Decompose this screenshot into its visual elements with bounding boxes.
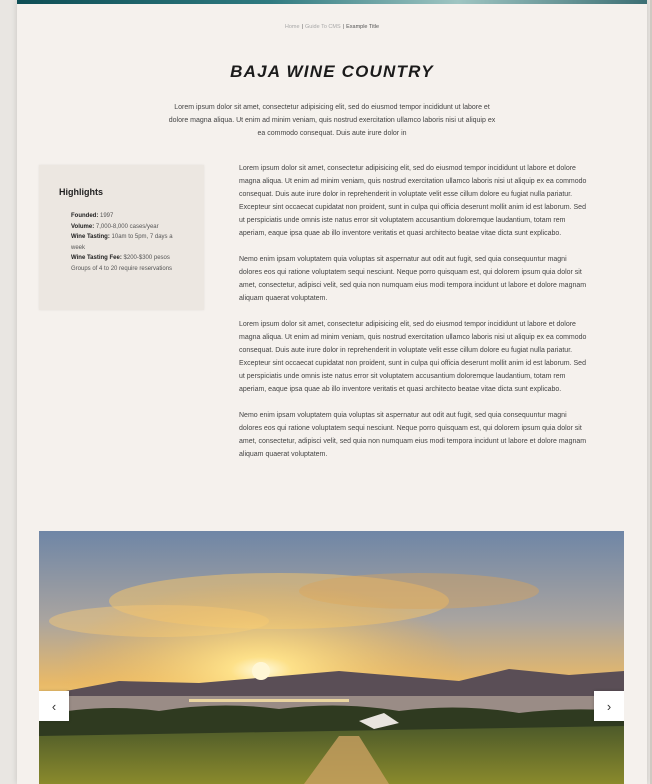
page-container	[17, 0, 647, 784]
chevron-right-icon: ›	[606, 698, 612, 714]
highlights-list	[71, 211, 183, 274]
body-paragraph: Nemo enim ipsam voluptatem quia voluptas sit aspernatur aut odit aut fugit, sed quia consequuntur magni dolores eos qui ratione voluptatem sequi nesciunt. Neque porro quisquam est, qui dolorem ipsum quia dolor sit amet, consectetur, adipisci velit, sed quia non numquam eius modi tempora incidunt ut labore et dolore magnam aliquam quaerat voluptatem.	[239, 412, 587, 458]
chevron-left-icon: ‹	[51, 698, 57, 714]
highlight-value: 10am to 5pm, 7 days a week	[71, 234, 173, 251]
highlight-label: Wine Tasting Fee:	[71, 255, 122, 261]
highlights-box	[39, 165, 204, 310]
highlight-value: 7,000-8,000 cases/year	[95, 223, 159, 230]
slider-prev-button[interactable]	[39, 691, 69, 721]
highlight-label: Wine Tasting:	[71, 234, 110, 240]
breadcrumb-separator: |	[301, 24, 303, 30]
highlight-label: Volume:	[71, 223, 95, 230]
highlight-value: 1997	[100, 213, 114, 219]
page-title: BAJA WINE COUNTRY	[230, 62, 434, 81]
top-hero-image	[17, 0, 647, 4]
image-slider[interactable]	[39, 531, 624, 784]
highlight-item-wine-tasting	[71, 232, 183, 253]
intro-paragraph: Lorem ipsum dolor sit amet, consectetur adipisicing elit, sed do eiusmod tempor incididunt ut labore et dolore magna aliqua. Ut enim ad minim veniam, quis nostrud exercitation ullamco laboris nisi ut aliquip ex ea commodo consequat. Duis aute irure dolor in	[168, 104, 496, 137]
highlight-item-tasting-fee	[71, 253, 183, 274]
breadcrumb-current: Example Title	[346, 24, 380, 30]
highlights-heading: Highlights	[59, 187, 103, 197]
breadcrumb-guide-link[interactable]: Guide To CMS	[304, 24, 341, 30]
body-paragraph: Lorem ipsum dolor sit amet, consectetur adipisicing elit, sed do eiusmod tempor incididunt ut labore et dolore magna aliqua. Ut enim ad minim veniam, quis nostrud exercitation ullamco laboris nisi ut aliquip ex ea commodo consequat. Duis aute irure dolor in reprehenderit in voluptate velit esse cillum dolore eu fugiat nulla pariatur. Excepteur sint occaecat cupidatat non proident, sunt in culpa qui officia deserunt mollit anim id est laborum. Sed ut perspiciatis unde omnis iste natus error sit voluptatem accusantium doloremque laudantium, totam rem aperiam, eaque ipsa quae ab illo inventore veritatis et quasi architecto beatae vitae dicta sunt explicabo.	[239, 165, 587, 237]
vineyard-sunset-image	[39, 531, 624, 784]
highlight-label: Founded:	[71, 213, 99, 219]
highlight-item-volume	[71, 222, 183, 233]
breadcrumb-home-link[interactable]: Home	[284, 24, 300, 30]
breadcrumb	[17, 24, 647, 30]
slider-next-button[interactable]	[594, 691, 624, 721]
highlight-item-founded	[71, 211, 183, 222]
breadcrumb-separator: |	[342, 24, 345, 30]
body-paragraph: Lorem ipsum dolor sit amet, consectetur adipisicing elit, sed do eiusmod tempor incididunt ut labore et dolore magna aliqua. Ut enim ad minim veniam, quis nostrud exercitation ullamco laboris nisi ut aliquip ex ea commodo consequat. Duis aute irure dolor in reprehenderit in voluptate velit esse cillum dolore eu fugiat nulla pariatur. Excepteur sint occaecat cupidatat non proident, sunt in culpa qui officia deserunt mollit anim id est laborum. Sed ut perspiciatis unde omnis iste natus error sit voluptatem accusantium doloremque laudantium, totam rem aperiam, eaque ipsa quae ab illo inventore veritatis et quasi architecto beatae vitae dicta sunt explicabo.	[239, 321, 587, 393]
highlight-value: $200-$300 pesos Groups of 4 to 20 require reservations	[71, 255, 173, 272]
article-body	[239, 162, 591, 474]
body-paragraph: Nemo enim ipsam voluptatem quia voluptas sit aspernatur aut odit aut fugit, sed quia consequuntur magni dolores eos qui ratione voluptatem sequi nesciunt. Neque porro quisquam est, qui dolorem ipsum quia dolor sit amet, consectetur, adipisci velit, sed quia non numquam eius modi tempora incidunt ut labore et dolore magnam aliquam quaerat voluptatem.	[239, 256, 587, 302]
